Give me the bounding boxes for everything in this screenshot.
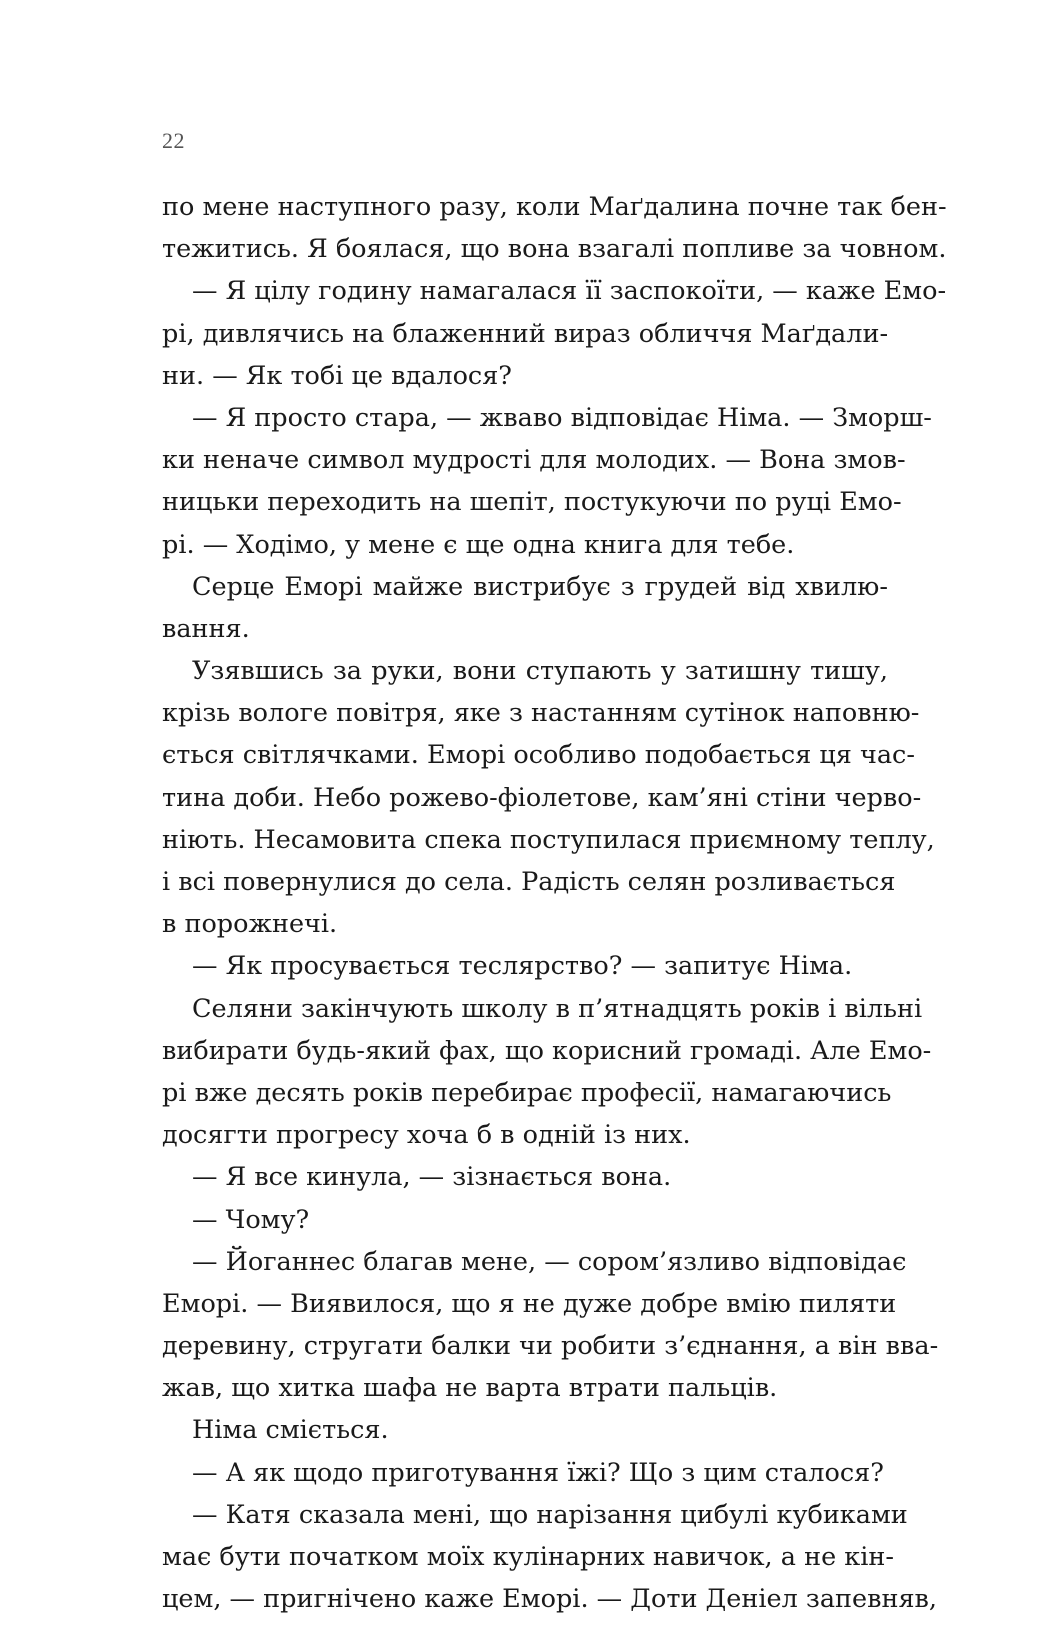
text-line: — Йоганнес благав мене, — сором’язливо відповідає <box>192 1246 907 1277</box>
text-line: по мене наступного разу, коли Маґдалина почне так бен- <box>162 192 947 222</box>
text-line: Еморі. — Виявилося, що я не дуже добре вмію пиляти <box>162 1288 897 1319</box>
text-line: ється світлячками. Еморі особливо подобається ця час- <box>162 740 915 771</box>
text-line: — Я все кинула, — зізнається вона. <box>192 1162 672 1193</box>
text-line: ни. — Як тобі це вдалося? <box>162 360 512 391</box>
text-line: Німа сміється. <box>192 1415 389 1446</box>
text-line: ницьки переходить на шепіт, постукуючи по руці Емо- <box>162 487 902 518</box>
page-number: 22 <box>162 128 185 153</box>
text-line: Узявшись за руки, вони ступають у затишну тишу, <box>192 656 888 687</box>
text-line: має бути початком моїх кулінарних навичок, а не кін- <box>162 1542 894 1572</box>
text-line: — Я просто стара, — жваво відповідає Німа. — Зморш- <box>192 402 932 433</box>
text-line: ки неначе символ мудрості для молодих. — Вона змов- <box>162 445 906 476</box>
text-line: в порожнечі. <box>162 909 338 940</box>
text-line: рі. — Ходімо, у мене є ще одна книга для тебе. <box>162 529 795 560</box>
text-line: тежитись. Я боялася, що вона взагалі попливе за човном. <box>162 234 947 265</box>
text-line: рі, дивлячись на блаженний вираз обличчя Маґдали- <box>162 318 889 349</box>
text-line: вибирати будь-який фах, що корисний громаді. Але Емо- <box>162 1035 932 1066</box>
body-text <box>162 186 947 1620</box>
text-line: Селяни закінчують школу в п’ятнадцять років і вільні <box>192 993 923 1024</box>
text-line: вання. <box>162 613 250 644</box>
text-line: крізь вологе повітря, яке з настанням сутінок наповню- <box>162 698 920 729</box>
text-line: — Я цілу годину намагалася її заспокоїти, — каже Емо- <box>192 276 947 307</box>
text-line: досягти прогресу хоча б в одній із них. <box>162 1120 691 1151</box>
text-line: — Як просувається теслярство? — запитує Німа. <box>192 951 853 982</box>
text-line: — Чому? <box>192 1204 310 1235</box>
text-line: деревину, стругати балки чи робити з’єднання, а він вва- <box>162 1331 939 1362</box>
text-line: жав, що хитка шафа не варта втрати пальців. <box>162 1373 778 1404</box>
text-line: Серце Еморі майже вистрибує з грудей від хвилю- <box>192 571 888 602</box>
text-line: рі вже десять років перебирає професії, намагаючись <box>162 1077 892 1108</box>
text-line: цем, — пригнічено каже Еморі. — Доти Деніел запевняв, <box>162 1584 938 1615</box>
text-line: — Катя сказала мені, що нарізання цибулі кубиками <box>192 1499 908 1530</box>
text-line: — А як щодо приготування їжі? Що з цим сталося? <box>192 1457 884 1488</box>
text-line: ніють. Несамовита спека поступилася приємному теплу, <box>162 824 935 855</box>
text-line: і всі повернулися до села. Радість селян розливається <box>162 867 896 897</box>
text-line: тина доби. Небо рожево-фіолетове, кам’яні стіни черво- <box>162 782 922 813</box>
